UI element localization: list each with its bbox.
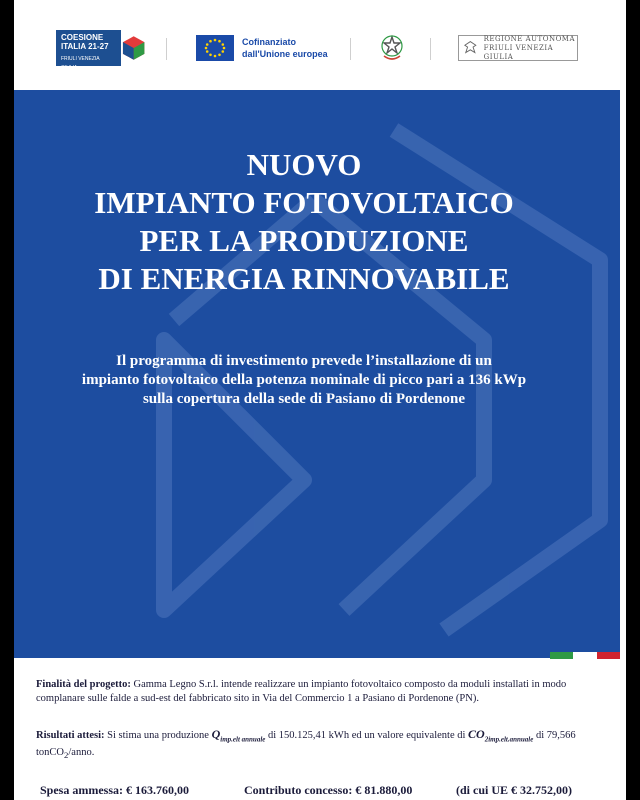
logo-separator — [350, 38, 351, 60]
contributo-concesso: Contributo concesso: € 81.880,00 — [244, 783, 413, 797]
eu-text — [242, 36, 328, 60]
contributo-ue: (di cui UE € 32.752,00) — [456, 783, 573, 797]
subtitle-line: Il programma di investimento prevede l’installazione di un — [116, 353, 492, 369]
results-pre: Si stima una produzione — [107, 730, 209, 741]
title-line: PER LA PRODUZIONE — [139, 223, 469, 258]
flag-green-stripe — [550, 652, 573, 659]
coesione-cube-icon — [121, 34, 146, 62]
logo-separator — [430, 38, 431, 60]
flag-red-stripe — [597, 652, 620, 659]
title-line: NUOVO — [246, 147, 362, 182]
eu-line1: Cofinanziato — [242, 37, 296, 47]
italian-republic-emblem — [380, 28, 404, 68]
coesione-line2: ITALIA 21-27 — [61, 42, 109, 51]
regione-line2: FRIULI VENEZIA GIULIA — [483, 43, 554, 61]
logo-separator — [166, 38, 167, 60]
regione-fvg-logo — [458, 28, 578, 68]
regione-text — [484, 35, 577, 62]
subtitle-line: impianto fotovoltaico della potenza nominale di picco pari a 136 kWp — [81, 372, 527, 388]
regione-line1: REGIONE AUTONOMA — [483, 34, 576, 43]
title-line: DI ENERGIA RINNOVABILE — [98, 261, 510, 296]
results-label: Risultati attesi: — [36, 730, 105, 741]
blue-title-panel — [14, 90, 620, 658]
co2-symbol: $CO_{2imp.elt.annuale}$ — [468, 727, 534, 744]
regione-box — [458, 35, 578, 61]
eu-flag-icon — [196, 35, 234, 61]
eu-cofinanced-logo — [196, 28, 328, 68]
italian-flag — [550, 652, 620, 659]
purpose-label: Finalità del progetto: — [36, 679, 131, 690]
q-symbol: $Q_{imp.elt annuale}$ — [211, 727, 266, 744]
subtitle-line: sulla copertura della sede di Pasiano di Pordenone — [142, 391, 466, 407]
coesione-italia-logo — [56, 28, 146, 71]
title-line: IMPIANTO FOTOVOLTAICO — [94, 185, 514, 220]
flag-white-stripe — [573, 652, 596, 659]
logo-strip — [14, 0, 626, 90]
coesione-sub: FRIULI VENEZIA GIULIA — [61, 56, 100, 71]
poster-title — [14, 146, 594, 298]
purpose-text: Gamma Legno S.r.l. intende realizzare un impianto fotovoltaico composto da moduli installati in modo complanare sulle falde a sud-est del fabbricato sito in Via del Commercio 1 a Pasiano di Pordenone (PN). — [36, 679, 567, 704]
eagle-icon — [463, 39, 478, 57]
expected-results — [36, 727, 596, 762]
eu-line2: dall'Unione europea — [242, 49, 328, 59]
project-purpose — [36, 678, 596, 706]
results-post: di 79,566 — [535, 730, 576, 741]
emblem-icon — [380, 34, 404, 62]
coesione-text-box — [56, 30, 121, 71]
poster-page — [14, 0, 626, 800]
poster-subtitle — [14, 352, 594, 409]
results-unit: tonCO$_2$/anno. — [36, 747, 95, 761]
results-mid: di 150.125,41 kWh ed un valore equivalente di — [268, 730, 466, 741]
coesione-line1: COESIONE — [61, 33, 104, 42]
spesa-ammessa: Spesa ammessa: € 163.760,00 — [40, 783, 189, 797]
